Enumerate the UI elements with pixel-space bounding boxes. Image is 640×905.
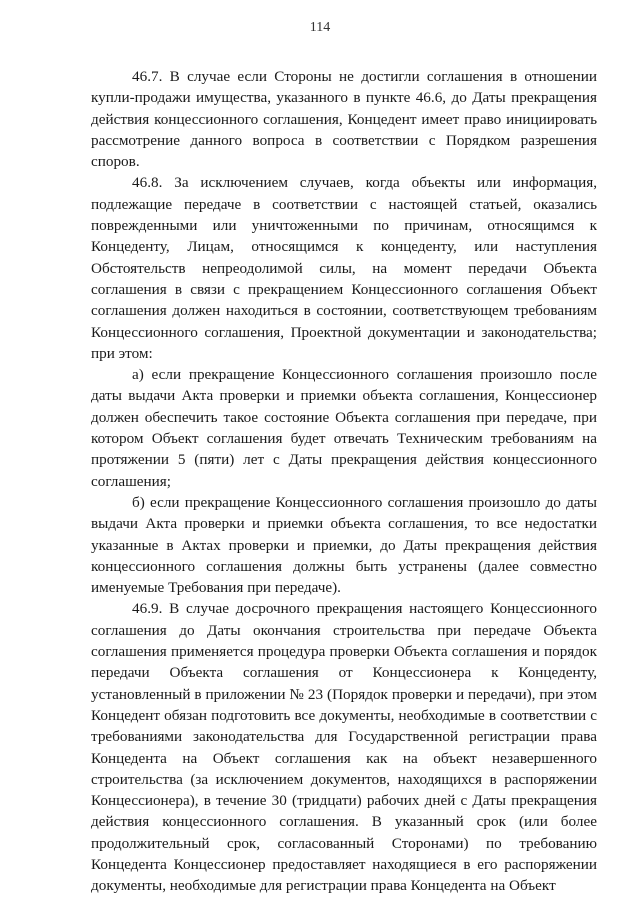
page-number: 114 [309,20,331,35]
paragraph-46-7: 46.7. В случае если Стороны не достигли соглашения в отношении купли-продажи имущества, указанного в пункте 46.6, до Даты прекращения действия концессионного соглашения, Концедент имеет право инициировать рассмотрение данного вопроса в соответствии с Порядком разрешения споров. [91,68,597,171]
document-body [91,66,597,897]
paragraph-46-9: 46.9. В случае досрочного прекращения настоящего Концессионного соглашения до Даты окончания строительства при передаче Объекта соглашения применяется процедура проверки Объекта соглашения и порядок передачи Объекта соглашения от Концессионера к Концеденту, установленный в приложении № 23 (Порядок проверки и передачи), при этом Концедент обязан подготовить все документы, необходимые в соответствии с требованиями законодательства для Государственной регистрации права Концедента на Объект соглашения как на объект незавершенного строительства (за исключением документов, находящихся в распоряжении Концессионера), в течение 30 (тридцати) рабочих дней с Даты прекращения действия концессионного соглашения. В указанный срок (или более продолжительный срок, согласованный Сторонами) по требованию Концедента Концессионер предоставляет находящиеся в его распоряжении документы, необходимые для регистрации права Концедента на Объект [91,600,597,895]
paragraph-46-8-a: а) если прекращение Концессионного соглашения произошло после даты выдачи Акта проверки и приемки объекта соглашения, Концессионер должен обеспечить такое состояние Объекта соглашения при передаче, при котором Объект соглашения будет отвечать Техническим требованиям на протяжении 5 (пяти) лет с Даты прекращения действия концессионного соглашения; [91,366,597,490]
paragraph-46-8-b: б) если прекращение Концессионного соглашения произошло до даты выдачи Акта проверки и приемки объекта соглашения, то все недостатки указанные в Актах проверки и приемки, до Даты прекращения действия концессионного соглашения должны быть устранены (далее совместно именуемые Требования при передаче). [91,493,597,597]
paragraph-46-8: 46.8. За исключением случаев, когда объекты или информация, подлежащие передаче в соответствии с настоящей статьей, оказались поврежденными или уничтоженными по причинам, относящимся к Концеденту, Лицам, относящимся к концеденту, или наступления Обстоятельств непреодолимой силы, на момент передачи Объекта соглашения в связи с прекращением Концессионного соглашения Объект соглашения должен находиться в состоянии, соответствующем требованиям Концессионного соглашения, Проектной документации и законодательства; при этом: [91,174,597,362]
